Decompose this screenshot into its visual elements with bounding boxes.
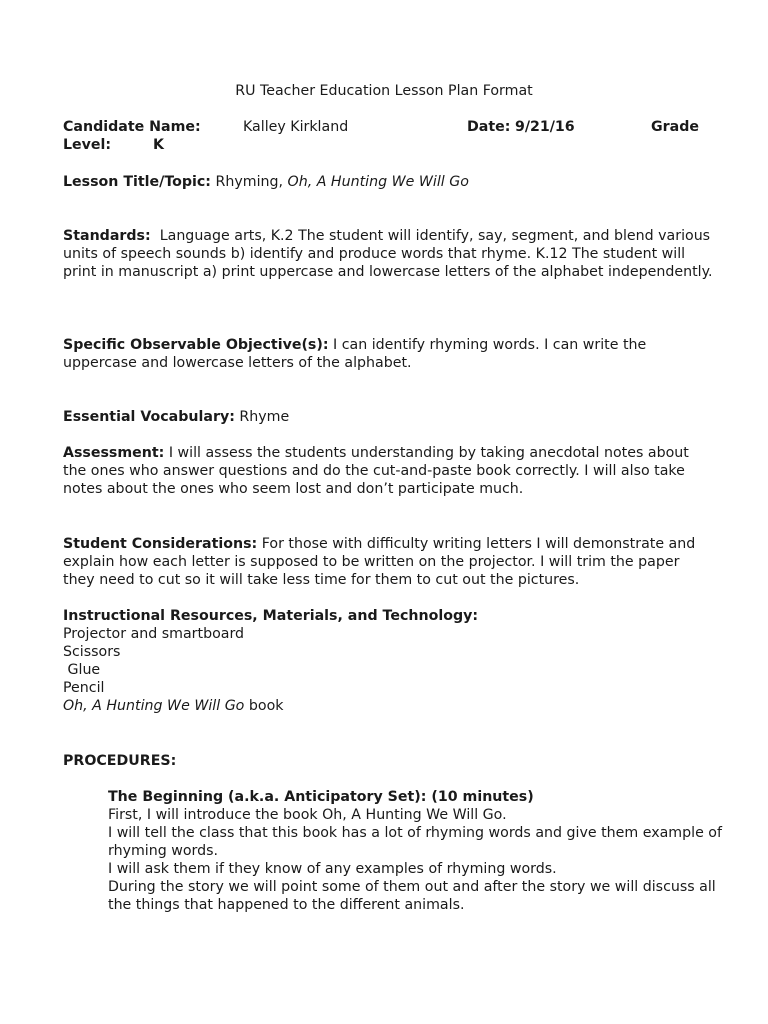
assessment-text: I will assess the students understanding by taking anecdotal notes about the ones who answer questions and do the cut-and-paste book correctly. I will also take notes about the ones who seem lost and don’t participate much. <box>63 445 689 497</box>
objective-section <box>63 336 713 372</box>
candidate-value: Kalley Kirkland <box>243 119 349 135</box>
date-value: 9/21/16 <box>514 119 575 135</box>
standards-text: Language arts, K.2 The student will identify, say, segment, and blend various units of speech sounds b) identify and produce words that rhyme. K.12 The student will print in manuscript a) print uppercase and lowercase letters of the alphabet independently. <box>63 228 713 280</box>
document-title: RU Teacher Education Lesson Plan Format <box>235 83 533 99</box>
procedures-heading <box>63 752 713 770</box>
procedures-label: PROCEDURES: <box>63 753 177 769</box>
resources-label: Instructional Resources, Materials, and Technology: <box>63 608 479 624</box>
resource-item: Pencil <box>63 680 105 696</box>
resource-item: Glue <box>63 662 101 678</box>
standards-label: Standards: <box>63 228 151 244</box>
grade-label: Grade <box>651 119 699 135</box>
resource-book-suffix: book <box>248 698 284 714</box>
considerations-section <box>63 535 713 589</box>
procedure-line: During the story we will point some of them out and after the story we will discuss all the things that happened to the different animals. <box>108 879 716 913</box>
lesson-title-section <box>63 173 713 191</box>
grade-value: K <box>153 137 164 153</box>
considerations-label: Student Considerations: <box>63 536 258 552</box>
assessment-label: Assessment: <box>63 445 165 461</box>
candidate-label: Candidate Name: <box>63 119 201 135</box>
candidate-header <box>63 118 713 154</box>
vocabulary-text: Rhyme <box>239 409 290 425</box>
objective-text: I can identify rhyming words. I can write the uppercase and lowercase letters of the alphabet. <box>63 337 647 371</box>
procedure-line: First, I will introduce the book Oh, A Hunting We Will Go. <box>108 807 507 823</box>
procedure-line: I will tell the class that this book has a lot of rhyming words and give them example of rhyming words. <box>108 825 722 859</box>
lesson-label: Lesson Title/Topic: <box>63 174 211 190</box>
vocabulary-section <box>63 408 713 426</box>
lesson-book-title: Oh, A Hunting We Will Go <box>287 174 469 190</box>
grade-level-label: Level: <box>63 137 112 153</box>
lesson-value: Rhyming, <box>215 174 284 190</box>
considerations-text: For those with difficulty writing letters I will demonstrate and explain how each letter is supposed to be written on the projector. I will trim the paper they need to cut so it will take less time for them to cut out the pictures. <box>63 536 696 588</box>
vocabulary-label: Essential Vocabulary: <box>63 409 235 425</box>
procedure-line: I will ask them if they know of any examples of rhyming words. <box>108 861 557 877</box>
objective-label: Specific Observable Objective(s): <box>63 337 329 353</box>
beginning-label: The Beginning (a.k.a. Anticipatory Set): (10 minutes) <box>108 789 534 805</box>
procedures-beginning <box>108 788 728 914</box>
resource-item: Projector and smartboard <box>63 626 245 642</box>
resource-item-book <box>63 697 713 715</box>
resource-book-title: Oh, A Hunting We Will Go <box>63 698 245 714</box>
resources-section <box>63 607 713 715</box>
assessment-section <box>63 444 713 498</box>
resource-item: Scissors <box>63 644 121 660</box>
standards-section <box>63 227 713 281</box>
date-label: Date: <box>467 119 511 135</box>
